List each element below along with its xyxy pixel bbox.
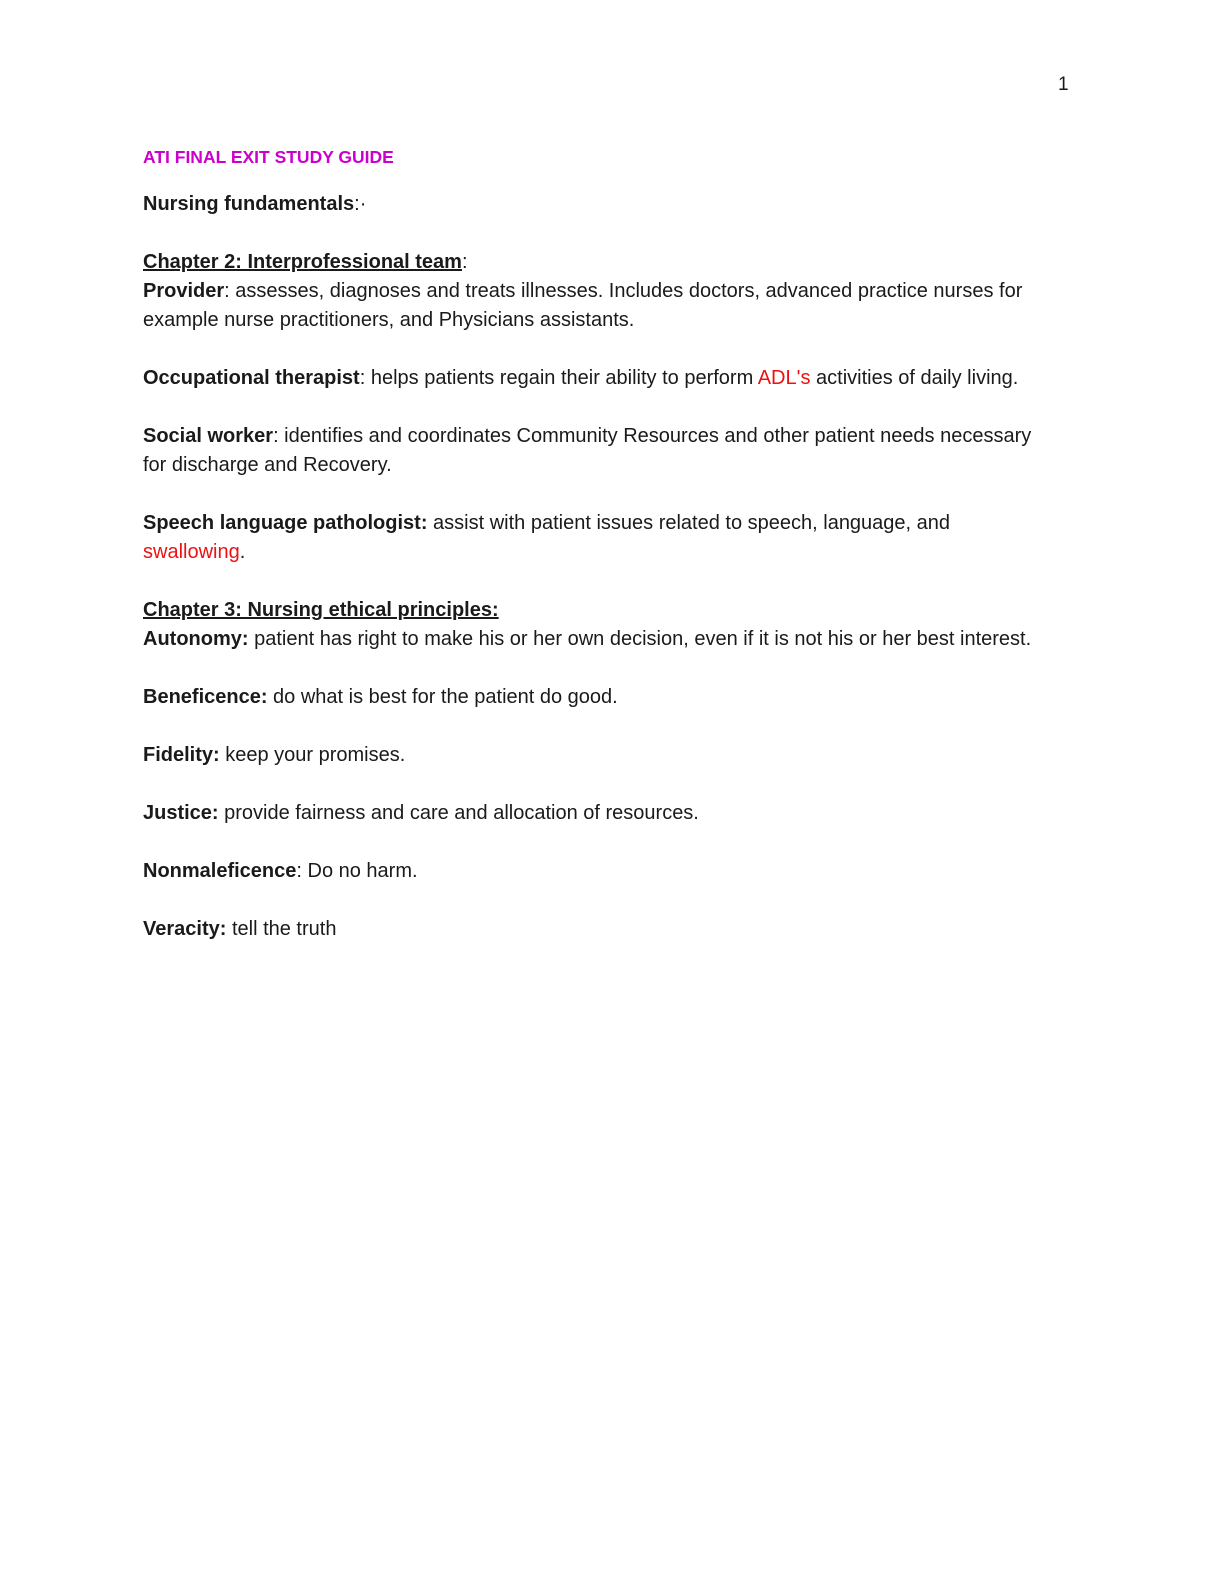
entry-text: tell the truth [226,918,337,940]
section-suffix: :· [354,193,367,215]
chapter-2-heading [143,248,1053,277]
entry-social-worker [143,422,1053,480]
entry-term: Fidelity: [143,744,220,766]
page-number: 1 [1058,74,1069,95]
entry-text-after: activities of daily living. [810,367,1019,389]
section-heading [143,190,1053,219]
chapter-3-heading [143,596,1053,625]
entry-occupational-therapist [143,364,1053,393]
entry-text: assist with patient issues related to speech, language, and [427,512,951,534]
chapter-2-title: Chapter 2: Interprofessional team [143,251,462,273]
document-title: ATI FINAL EXIT STUDY GUIDE [143,147,394,167]
chapter-2-title-suffix: : [461,251,468,273]
entry-text: patient has right to make his or her own decision, even if it is not his or her best interest. [248,628,1032,650]
entry-term: Occupational therapist [143,367,360,389]
entry-text-after: . [239,541,246,563]
entry-text: : Do no harm. [296,860,418,882]
entry-term: Speech language pathologist: [143,512,428,534]
entry-text: provide fairness and care and allocation of resources. [218,802,699,824]
entry-term: Beneficence: [143,686,268,708]
entry-nonmaleficence [143,857,1053,886]
entry-text: : helps patients regain their ability to perform [359,367,758,389]
entry-term: Veracity: [143,918,227,940]
entry-text: do what is best for the patient do good. [267,686,618,708]
entry-text: : assesses, diagnoses and treats illnesses. Includes doctors, advanced practice nurses for example nurse practitioners, and Physicians assistants. [143,280,1023,331]
entry-term: Autonomy: [143,628,249,650]
entry-highlight: swallowing [143,541,240,563]
entry-term: Nonmaleficence [143,860,297,882]
section-label: Nursing fundamentals [143,193,355,215]
entry-highlight: ADL's [757,367,811,389]
entry-text: : identifies and coordinates Community Resources and other patient needs necessary for discharge and Recovery. [143,425,1032,476]
entry-provider [143,277,1053,335]
entry-term: Social worker [143,425,274,447]
chapter-3-title: Chapter 3: Nursing ethical principles: [143,599,499,621]
entry-beneficence [143,683,1053,712]
entry-fidelity [143,741,1053,770]
entry-term: Provider [143,280,225,302]
entry-term: Justice: [143,802,219,824]
entry-text: keep your promises. [219,744,406,766]
entry-veracity [143,915,1053,944]
entry-autonomy [143,625,1053,654]
entry-speech-language-pathologist [143,509,1053,567]
entry-justice [143,799,1053,828]
document-body [143,145,1053,944]
